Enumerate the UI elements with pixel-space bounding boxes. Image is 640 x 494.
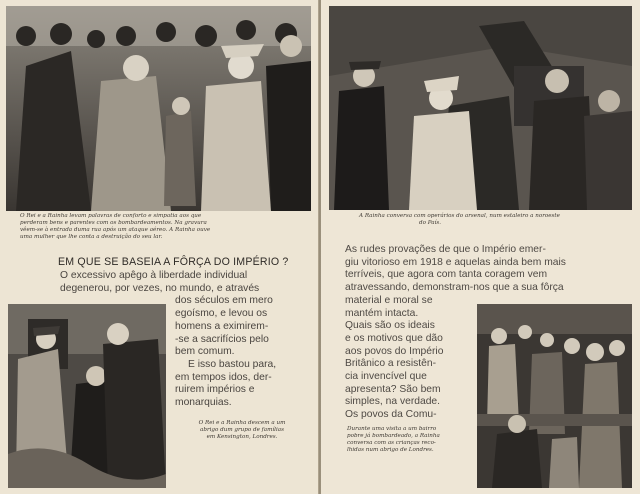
children-shelter-photo-art (477, 304, 632, 488)
caption-line: pobre já bombardeado, a Rainha (347, 433, 440, 439)
body-line: atravessando, demonstram-nos que a sua fôrça (345, 282, 564, 294)
caption-line: lhidas num abrigo de Londres. (347, 447, 434, 453)
arsenal-photo-art (329, 6, 632, 210)
caption-line: O Rei e a Rainha descem a um (198, 420, 286, 426)
caption-line: vêem-se à entrada duma rua após um ataque aéreo. A Rainha ouve (20, 227, 211, 233)
caption-line: do País. (419, 220, 442, 226)
body-line: e os motivos que dão (345, 332, 443, 344)
section-headline: EM QUE SE BASEIA A FÔRÇA DO IMPÉRIO ? (58, 256, 289, 268)
body-line: terríveis, que agora com tanta coragem vem (345, 269, 548, 281)
street-visit-photo-art (6, 6, 311, 211)
body-line: simples, na verdade. (345, 396, 441, 408)
caption-line: Durante uma visita a um bairro (347, 426, 437, 432)
body-line: E isso bastou para, (188, 358, 277, 370)
body-line: homens a eximirem- (175, 320, 269, 332)
body-line: egoísmo, e levou os (175, 308, 268, 320)
caption-line: abrigo dum grupo de famílias (200, 427, 284, 433)
body-line: em tempos idos, der- (175, 371, 272, 383)
caption-line: perderam bens e parentes com os bombardeamentos. Na gravura (20, 220, 207, 226)
body-line: -se a sacrifícios pelo (175, 333, 269, 345)
shelter-photo-art (8, 304, 166, 488)
caption-line: uma mulher que lhe conta a destruição do seu lar. (20, 234, 163, 240)
body-line: degenerou, por vezes, no mundo, e através (60, 282, 260, 294)
body-line: material e moral se (345, 294, 433, 306)
body-line: O excessivo apêgo à liberdade individual (60, 270, 248, 281)
caption-line: A Rainha conversa com operários do arsenal, num estaleiro a noroeste (359, 213, 560, 219)
caption-line: conversa com as crianças reco- (347, 440, 436, 446)
body-line: cia invencível que (345, 371, 427, 383)
caption-line: O Rei e a Rainha levam palavras de conforto e simpatia aos que (20, 213, 202, 219)
body-line: apresenta? São bem (345, 383, 441, 395)
bottom-photo-caption (347, 426, 475, 454)
body-line: bem comum. (175, 346, 235, 358)
body-line: giu vitorioso em 1918 e aquelas ainda bem mais (345, 256, 566, 268)
top-photo-caption (359, 213, 629, 227)
body-line: Quais são os ideais (345, 320, 435, 332)
body-line: As rudes provações de que o Império emer- (345, 244, 546, 255)
body-line: Os povos da Comu- (345, 409, 437, 421)
body-line: aos povos do Império (345, 345, 444, 357)
top-photo-caption (20, 213, 310, 241)
photo-king-queen-shelter (8, 304, 166, 488)
right-page (321, 0, 640, 494)
body-line: dos séculos em mero (175, 295, 273, 307)
bottom-photo-caption (172, 420, 312, 441)
body-line: ruirem impérios e (175, 384, 255, 396)
photo-queen-arsenal-workers (329, 6, 632, 210)
body-line: monarquias. (175, 397, 232, 409)
caption-line: em Kensington, Londres. (206, 434, 278, 440)
body-line: mantém intacta. (345, 307, 419, 319)
body-line: Britânico a resistên- (345, 358, 436, 370)
photo-king-queen-street-visit (6, 6, 311, 211)
photo-queen-children-shelter (477, 304, 632, 488)
left-page (0, 0, 319, 494)
